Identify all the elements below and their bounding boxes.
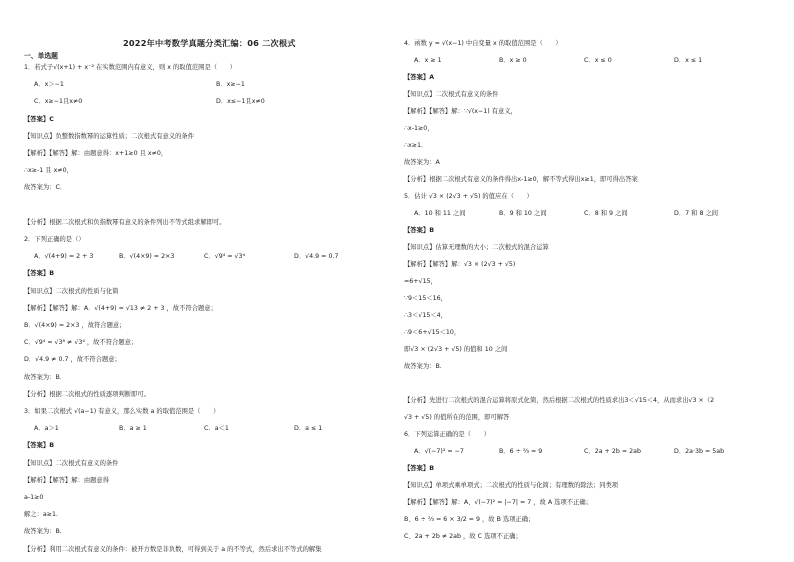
text-line: B．√(4×9) = 2×3 ，故符合题意； [24, 322, 126, 329]
text-line: 【知识点】负整数指数幂的运算性质；二次根式有意义的条件 [24, 132, 195, 140]
text-line: 【解析】【解答】解：√3 × (2√3 + √5) [404, 261, 516, 268]
option: D．2a·3b = 5ab [674, 448, 725, 455]
option: A．x＞−1 [34, 81, 64, 89]
option: B．9 和 10 之间 [499, 210, 547, 217]
option: C．2a + 2b = 2ab [584, 448, 641, 455]
text-line: 【解析】【解答】解：由题意得：x+1≥0 且 x≠0， [24, 150, 168, 157]
option: A．√(4+9) = 2 + 3 [34, 253, 94, 261]
text-line: 【分析】先进行二次根式的混合运算将原式化简，然后根据二次根式的性质求出3＜√15＜4，从而求出√3 ×（2 [404, 397, 715, 404]
text-line: B、6 ÷ ⅔ = 6 × 3/2 = 9 ，故 B 选项正确； [404, 516, 535, 523]
answer-line: 【答案】B [404, 227, 434, 234]
answer-line: 【答案】B [24, 270, 54, 278]
option: D．a ≤ 1 [294, 425, 323, 433]
option: A．10 和 11 之间 [414, 210, 466, 217]
option: C．x ≤ 0 [584, 57, 612, 64]
text-line: 即√3 × (2√3 + √5) 的值和 10 之间 [404, 346, 508, 353]
text-line: √3 + √5) 的值所在的范围，即可解答 [404, 414, 510, 421]
text-line: =6+√15， [404, 278, 437, 285]
text-line: ∴9＜6+√15＜10， [404, 329, 461, 336]
text-line: ∴x≥1. [404, 142, 424, 149]
text-line: 5．估计 √3 × (2√3 + √5) 的值应在（ ） [404, 193, 533, 200]
option: B．√(4×9) = 2×3 [119, 253, 175, 261]
text-line: 【分析】根据二次根式和负指数幂有意义的条件列出不等式组求解即可。 [24, 218, 226, 226]
text-line: 【知识点】二次根式有意义的条件 [404, 91, 499, 98]
option: B．a ≥ 1 [119, 425, 147, 433]
answer-line: 【答案】B [404, 465, 434, 472]
text-line: 解之：a≥1. [24, 511, 59, 519]
text-line: 故答案为：B. [24, 528, 62, 536]
text-line: C、2a + 2b ≠ 2ab ，故 C 选项不正确； [404, 533, 522, 540]
option: D．√4.9 = 0.7 [294, 253, 339, 261]
text-line: 故答案为：B． [24, 373, 67, 381]
text-line: 4．函数 y = √(x−1) 中自变量 x 的取值范围是（ ） [404, 40, 562, 47]
section-heading: 一、单选题 [24, 52, 58, 60]
text-line: 【解析】【解答】解：A．√(4+9) = √13 ≠ 2 + 3 ，故不符合题意； [24, 304, 217, 312]
option: A．√(−7)² = −7 [414, 448, 464, 455]
text-line: C．√9⁴ = √3⁸ ≠ √3⁴ ，故不符合题意； [24, 339, 138, 347]
text-line: ∴x≥-1 且 x≠0， [24, 167, 73, 175]
text-line: 2．下列正确的是（） [24, 236, 85, 243]
text-line: 【解析】【解答】解：∵√(x−1) 有意义， [404, 108, 517, 115]
text-line: 【分析】利用二次根式有意义的条件：被开方数是非负数，可得到关于 a 的不等式，然后求出不等式的解集 [24, 545, 322, 553]
text-line: 【知识点】估算无理数的大小；二次根式的混合运算 [404, 244, 549, 251]
option: C．x≥−1且x≠0 [34, 98, 83, 106]
text-line: 【解析】【解答】解：由题意得 [24, 476, 110, 484]
option: B．x≥−1 [216, 81, 245, 89]
answer-line: 【答案】A [404, 74, 435, 81]
text-line: 6．下列运算正确的是（ ） [404, 431, 490, 438]
option: A．a＞1 [34, 425, 59, 433]
text-line: 【知识点】二次根式有意义的条件 [24, 459, 119, 467]
option: D．x ≤ 1 [674, 57, 703, 64]
option: C．a＜1 [204, 425, 229, 433]
option: B．x ≥ 0 [499, 57, 527, 64]
text-line: 【分析】根据二次根式的性质逐项判断即可。 [24, 390, 150, 398]
answer-line: 【答案】B [24, 442, 54, 450]
option: C．√9⁴ = √3⁴ [204, 253, 246, 261]
text-line: 1．若式子√(x+1) + x⁻² 在实数范围内有意义，则 x 的取值范围是（ ） [24, 64, 236, 71]
text-line: 故答案为：B. [404, 363, 442, 370]
text-line: ∴x-1≥0， [404, 125, 434, 132]
text-line: ∴3＜√15＜4， [404, 312, 447, 319]
text-line: 【解析】【解答】解：A、√(−7)² = |−7| = 7 ，故 A 选项不正确； [404, 499, 592, 506]
option: D．x≤−1且x≠0 [216, 98, 265, 106]
text-line: 【分析】根据二次根式有意义的条件得出x-1≥0，解不等式得出x≥1，即可得出答案 [404, 176, 638, 183]
text-line: ∵9＜15＜16， [404, 295, 447, 302]
text-line: 【知识点】二次根式的性质与化简 [24, 287, 119, 295]
text-line: 3．如果二次根式 √(a−1) 有意义，那么实数 a 的取值范围是（ ） [24, 408, 220, 415]
option: A．x ≥ 1 [414, 57, 442, 64]
option: C．8 和 9 之间 [584, 210, 628, 217]
text-line: 故答案为：C． [24, 184, 67, 192]
text-line: 故答案为：A [404, 159, 440, 166]
option: B．6 ÷ ⅔ = 9 [499, 448, 543, 455]
option: D．7 和 8 之间 [674, 210, 719, 217]
answer-line: 【答案】C [24, 115, 54, 123]
text-line: D．√4.9 ≠ 0.7 ，故不符合题意； [24, 356, 121, 364]
text-line: a-1≥0 [24, 494, 44, 501]
page-title: 2022年中考数学真题分类汇编：06 二次根式 [123, 38, 296, 48]
text-line: 【知识点】单项式乘单项式；二次根式的性质与化简；有理数的除法；同类项 [404, 482, 619, 489]
